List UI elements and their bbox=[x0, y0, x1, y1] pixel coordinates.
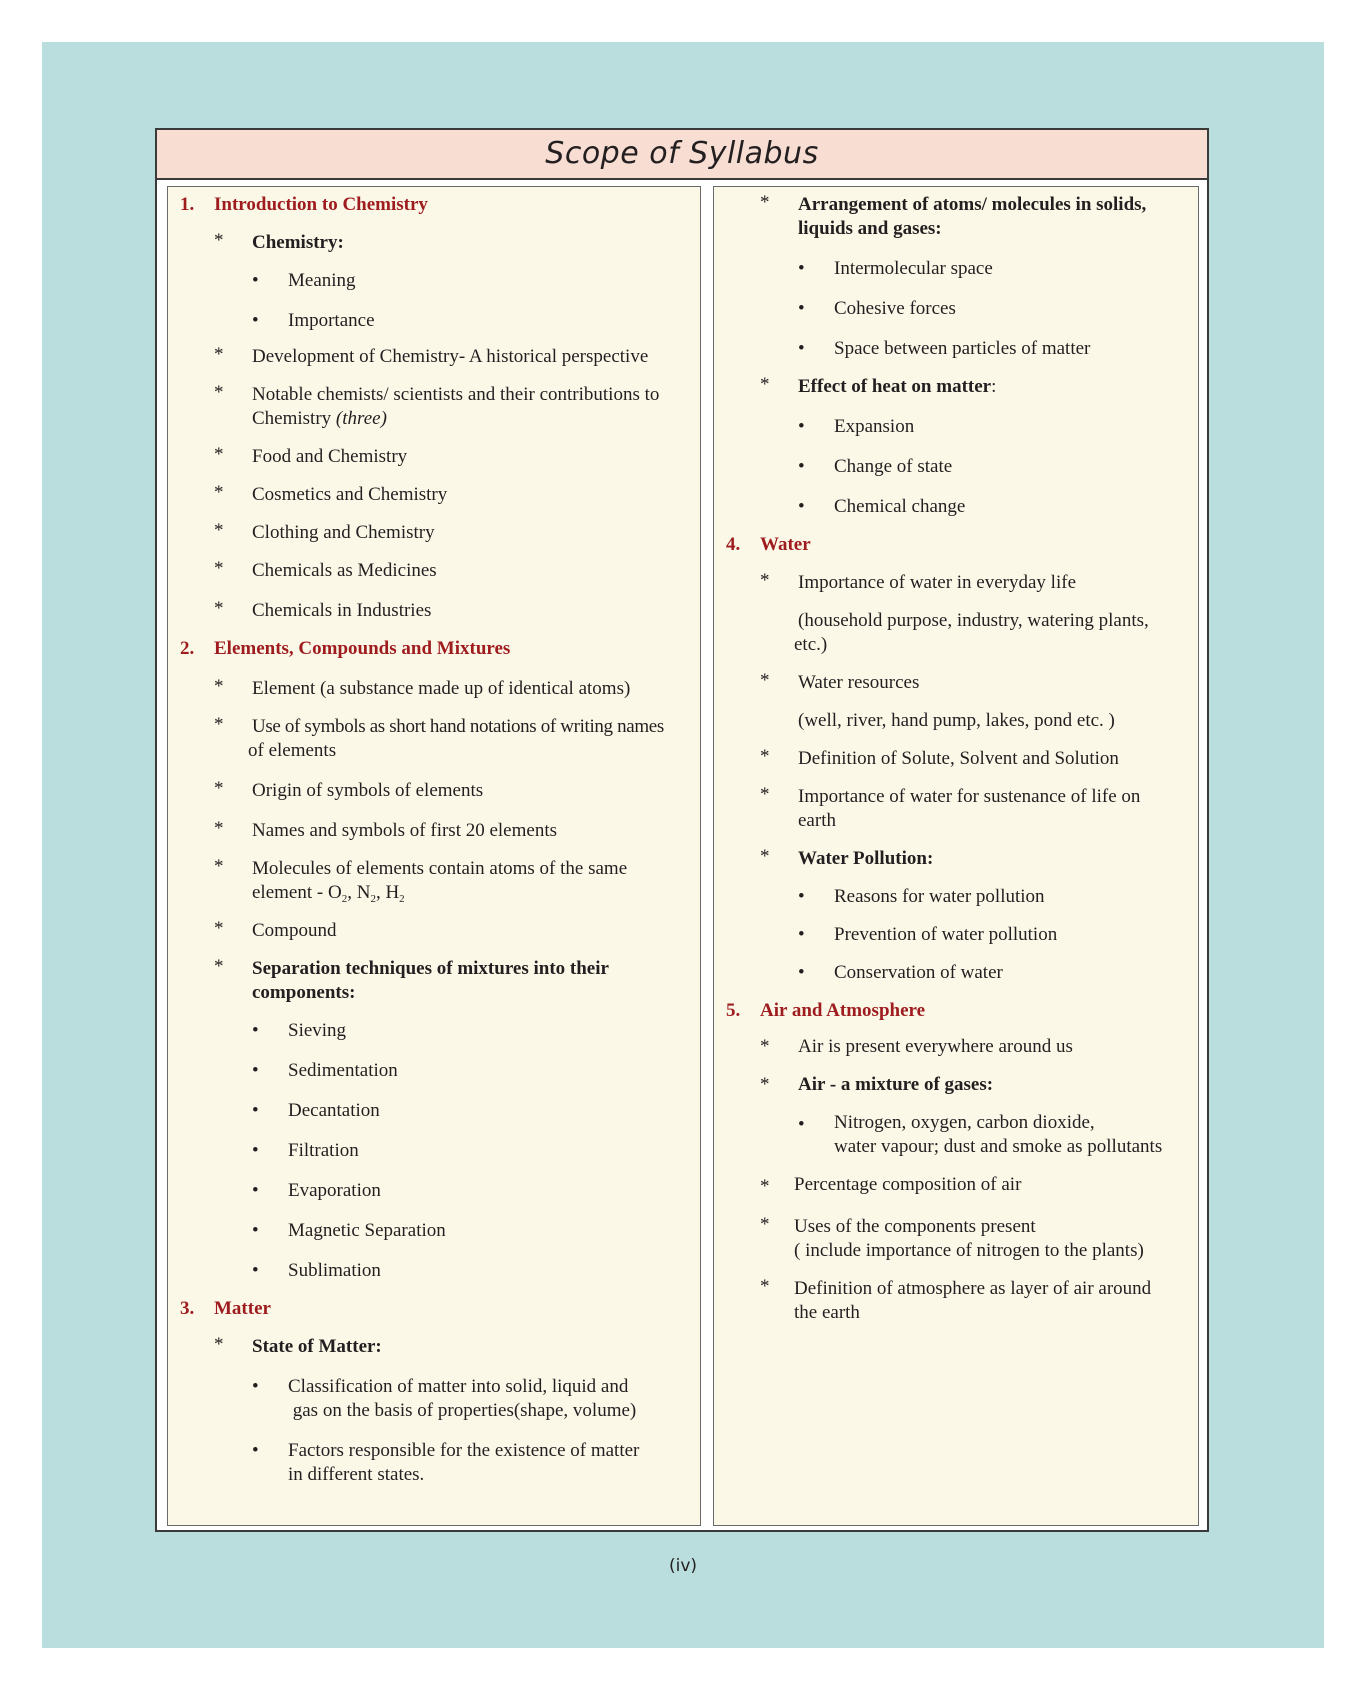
item-use-of-symbols-cont: of elements bbox=[248, 740, 337, 761]
item-notable-chemists-italic: (three) bbox=[335, 408, 387, 429]
item-development: Development of Chemistry- A historical perspective bbox=[252, 346, 649, 367]
item-effect-of-heat bbox=[798, 375, 996, 399]
subitem-classification-cont: gas on the basis of properties(shape, volume) bbox=[288, 1400, 637, 1421]
section-number: 3. bbox=[180, 1298, 195, 1319]
star-marker: * bbox=[214, 344, 224, 365]
star-marker: * bbox=[760, 1074, 770, 1095]
subitem-gases-cont: water vapour; dust and smoke as pollutants bbox=[834, 1136, 1163, 1157]
star-marker: * bbox=[214, 676, 224, 697]
item-arrangement-cont: liquids and gases: bbox=[798, 218, 942, 239]
star-marker: * bbox=[214, 918, 224, 939]
subitem-filtration: Filtration bbox=[288, 1140, 359, 1161]
formula-sep: , bbox=[347, 882, 357, 903]
star-marker: * bbox=[760, 192, 770, 213]
subitem-conservation: Conservation of water bbox=[834, 962, 1003, 983]
item-notable-chemists-cont bbox=[252, 407, 387, 431]
syllabus-frame bbox=[155, 128, 1209, 1532]
bullet-marker: • bbox=[798, 338, 805, 359]
bullet-marker: • bbox=[252, 1020, 259, 1041]
item-importance-water: Importance of water in everyday life bbox=[798, 572, 1077, 593]
bullet-marker: • bbox=[798, 962, 805, 983]
subitem-meaning: Meaning bbox=[288, 270, 356, 291]
star-marker: * bbox=[760, 570, 770, 591]
star-marker: * bbox=[760, 784, 770, 805]
formula-h: H bbox=[385, 882, 400, 903]
bullet-marker: • bbox=[252, 1260, 259, 1281]
subitem-chemical-change: Chemical change bbox=[834, 496, 966, 517]
item-effect-of-heat-text: Effect of heat on matter bbox=[798, 376, 992, 397]
bullet-marker: • bbox=[252, 1060, 259, 1081]
right-column bbox=[713, 186, 1199, 1526]
star-marker: * bbox=[214, 444, 224, 465]
item-definition-atmosphere-cont: the earth bbox=[794, 1302, 860, 1323]
item-arrangement: Arrangement of atoms/ molecules in solids, bbox=[798, 194, 1147, 215]
star-marker: * bbox=[760, 846, 770, 867]
item-water-pollution: Water Pollution: bbox=[798, 848, 934, 869]
section-number: 5. bbox=[726, 1000, 741, 1021]
subitem-factors-cont: in different states. bbox=[288, 1464, 425, 1485]
subitem-sublimation: Sublimation bbox=[288, 1260, 381, 1281]
bullet-marker: • bbox=[798, 416, 805, 437]
section-title-water: Water bbox=[760, 534, 811, 555]
star-marker: * bbox=[760, 746, 770, 767]
subitem-cohesive-forces: Cohesive forces bbox=[834, 298, 956, 319]
item-industries: Chemicals in Industries bbox=[252, 600, 432, 621]
bullet-marker: • bbox=[798, 496, 805, 517]
item-air-present: Air is present everywhere around us bbox=[798, 1036, 1073, 1057]
bullet-marker: • bbox=[798, 298, 805, 319]
subitem-intermolecular-space: Intermolecular space bbox=[834, 258, 993, 279]
item-element: Element (a substance made up of identical atoms) bbox=[252, 678, 631, 699]
bullet-marker: • bbox=[798, 924, 805, 945]
item-uses-cont: ( include importance of nitrogen to the plants) bbox=[794, 1240, 1144, 1261]
star-marker: * bbox=[214, 778, 224, 799]
subitem-sedimentation: Sedimentation bbox=[288, 1060, 398, 1081]
section-title-introduction: Introduction to Chemistry bbox=[214, 194, 428, 215]
item-definition-atmosphere: Definition of atmosphere as layer of air around bbox=[794, 1278, 1152, 1299]
bullet-marker: • bbox=[252, 1220, 259, 1241]
colon: : bbox=[991, 376, 997, 397]
formula-prefix: element - bbox=[252, 882, 328, 903]
star-marker: * bbox=[214, 1334, 224, 1355]
item-compound: Compound bbox=[252, 920, 337, 941]
item-separation-cont: components: bbox=[252, 982, 356, 1003]
star-marker: * bbox=[214, 520, 224, 541]
bullet-marker: • bbox=[252, 1100, 259, 1121]
item-medicines: Chemicals as Medicines bbox=[252, 560, 437, 581]
section-title-matter: Matter bbox=[214, 1298, 271, 1319]
subscript: 2 bbox=[399, 893, 405, 905]
bullet-marker: • bbox=[252, 270, 259, 291]
subitem-importance: Importance bbox=[288, 310, 375, 331]
bullet-marker: • bbox=[252, 1140, 259, 1161]
section-number: 1. bbox=[180, 194, 195, 215]
item-separation: Separation techniques of mixtures into their bbox=[252, 958, 609, 979]
subitem-magnetic-separation: Magnetic Separation bbox=[288, 1220, 446, 1241]
item-percentage: Percentage composition of air bbox=[794, 1174, 1022, 1195]
item-origin-symbols: Origin of symbols of elements bbox=[252, 780, 484, 801]
star-marker: * bbox=[214, 230, 224, 251]
item-water-resources: Water resources bbox=[798, 672, 920, 693]
star-marker: * bbox=[760, 1036, 770, 1057]
subitem-change-of-state: Change of state bbox=[834, 456, 953, 477]
item-uses: Uses of the components present bbox=[794, 1216, 1036, 1237]
star-marker: * bbox=[760, 670, 770, 691]
item-notable-chemists: Notable chemists/ scientists and their contributions to bbox=[252, 384, 660, 405]
subitem-expansion: Expansion bbox=[834, 416, 915, 437]
note-resources: (well, river, hand pump, lakes, pond etc. ) bbox=[798, 710, 1115, 731]
left-column bbox=[167, 186, 701, 1526]
item-definition-solution: Definition of Solute, Solvent and Solution bbox=[798, 748, 1119, 769]
star-marker: * bbox=[760, 374, 770, 395]
bullet-marker: • bbox=[798, 456, 805, 477]
star-marker: * bbox=[214, 714, 224, 735]
subscript: 2 bbox=[341, 893, 348, 905]
item-notable-chemists-text: Chemistry bbox=[252, 408, 332, 429]
star-marker: * bbox=[760, 1276, 770, 1297]
subitem-gases: Nitrogen, oxygen, carbon dioxide, bbox=[834, 1112, 1095, 1133]
item-state-of-matter: State of Matter: bbox=[252, 1336, 382, 1357]
bullet-marker: • bbox=[798, 1114, 805, 1135]
bullet-marker: • bbox=[798, 258, 805, 279]
note-household-cont: etc.) bbox=[794, 634, 828, 655]
section-number: 4. bbox=[726, 534, 741, 555]
star-marker: * bbox=[760, 1214, 770, 1235]
star-marker: * bbox=[214, 956, 224, 977]
item-chemistry: Chemistry: bbox=[252, 232, 344, 253]
subitem-decantation: Decantation bbox=[288, 1100, 380, 1121]
item-use-of-symbols: Use of symbols as short hand notations of writing names bbox=[252, 716, 664, 737]
subitem-prevention: Prevention of water pollution bbox=[834, 924, 1058, 945]
star-marker: * bbox=[214, 558, 224, 579]
star-marker: * bbox=[214, 482, 224, 503]
item-sustenance: Importance of water for sustenance of life on bbox=[798, 786, 1141, 807]
section-title-air: Air and Atmosphere bbox=[760, 1000, 926, 1021]
subitem-classification: Classification of matter into solid, liquid and bbox=[288, 1376, 629, 1397]
bullet-marker: • bbox=[252, 1440, 259, 1461]
subscript: 2 bbox=[370, 893, 376, 905]
star-marker: * bbox=[214, 598, 224, 619]
section-number: 2. bbox=[180, 638, 195, 659]
item-sustenance-cont: earth bbox=[798, 810, 836, 831]
bullet-marker: • bbox=[252, 310, 259, 331]
star-marker: * bbox=[214, 818, 224, 839]
bullet-marker: • bbox=[252, 1376, 259, 1397]
star-marker: * bbox=[214, 382, 224, 403]
note-household: (household purpose, industry, watering plants, bbox=[798, 610, 1149, 631]
subitem-evaporation: Evaporation bbox=[288, 1180, 381, 1201]
formula-o: O bbox=[327, 882, 342, 903]
section-title-elements: Elements, Compounds and Mixtures bbox=[214, 638, 511, 659]
item-molecules-formula bbox=[252, 881, 405, 905]
page-title: Scope of Syllabus bbox=[157, 130, 1207, 180]
item-names-symbols: Names and symbols of first 20 elements bbox=[252, 820, 558, 841]
bullet-marker: • bbox=[798, 886, 805, 907]
subitem-sieving: Sieving bbox=[288, 1020, 347, 1041]
item-air-mixture: Air - a mixture of gases: bbox=[798, 1074, 994, 1095]
star-marker: * bbox=[760, 1176, 770, 1197]
bullet-marker: • bbox=[252, 1180, 259, 1201]
item-food: Food and Chemistry bbox=[252, 446, 408, 467]
formula-sep: , bbox=[375, 882, 386, 903]
star-marker: * bbox=[214, 856, 224, 877]
subitem-space-between: Space between particles of matter bbox=[834, 338, 1091, 359]
item-molecules: Molecules of elements contain atoms of the same bbox=[252, 858, 628, 879]
page-number: (iv) bbox=[668, 1556, 698, 1576]
subitem-reasons: Reasons for water pollution bbox=[834, 886, 1045, 907]
item-cosmetics: Cosmetics and Chemistry bbox=[252, 484, 448, 505]
subitem-factors: Factors responsible for the existence of matter bbox=[288, 1440, 640, 1461]
formula-n: N bbox=[356, 882, 371, 903]
item-clothing: Clothing and Chemistry bbox=[252, 522, 435, 543]
